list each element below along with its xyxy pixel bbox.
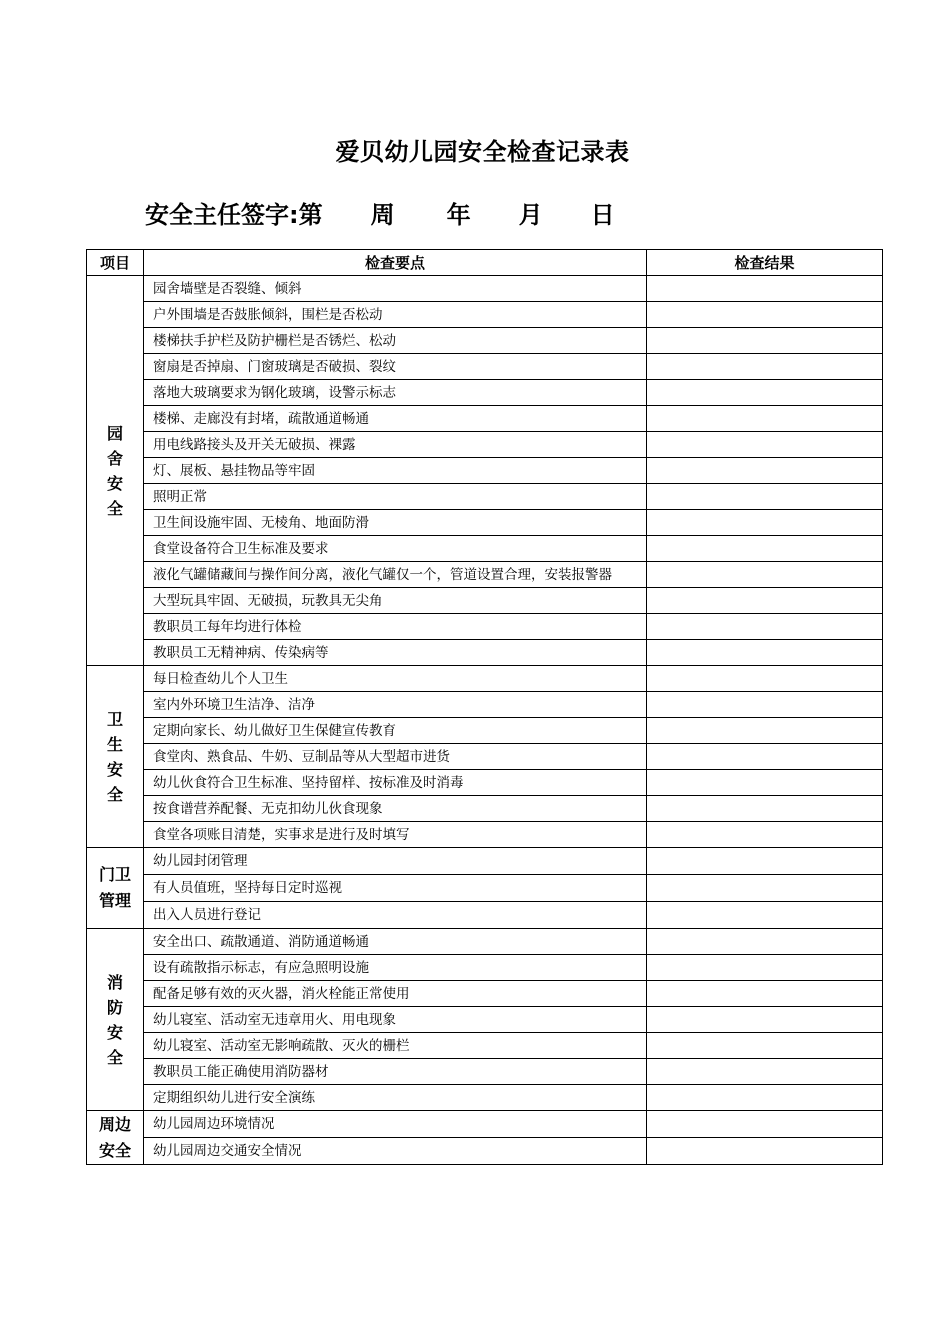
result-cell[interactable] [647, 510, 883, 536]
check-point: 每日检查幼儿个人卫生 [144, 666, 647, 692]
check-point: 幼儿园周边环境情况 [144, 1111, 647, 1138]
check-point: 楼梯扶手护栏及防护栅栏是否锈烂、松动 [144, 328, 647, 354]
table-row [87, 692, 883, 718]
category-label: 园舍安全 [106, 423, 123, 518]
category-label: 消防安全 [106, 972, 123, 1067]
table-row [87, 562, 883, 588]
year-label: 年 [446, 201, 471, 229]
header-result: 检查结果 [647, 250, 883, 276]
check-point: 食堂肉、熟食品、牛奶、豆制品等从大型超市进货 [144, 744, 647, 770]
category-cell [87, 666, 144, 848]
check-point: 灯、展板、悬挂物品等牢固 [144, 458, 647, 484]
check-point: 定期组织幼儿进行安全演练 [144, 1085, 647, 1111]
check-point: 落地大玻璃要求为钢化玻璃，设警示标志 [144, 380, 647, 406]
check-point: 出入人员进行登记 [144, 902, 647, 929]
check-point: 室内外环境卫生洁净、洁净 [144, 692, 647, 718]
result-cell[interactable] [647, 458, 883, 484]
table-row [87, 955, 883, 981]
result-cell[interactable] [647, 955, 883, 981]
table-row [87, 770, 883, 796]
result-cell[interactable] [647, 718, 883, 744]
table-row [87, 458, 883, 484]
result-cell[interactable] [647, 536, 883, 562]
category-label: 卫生安全 [106, 709, 123, 804]
table-row [87, 1059, 883, 1085]
result-cell[interactable] [647, 1033, 883, 1059]
check-point: 液化气罐储藏间与操作间分离，液化气罐仅一个，管道设置合理，安装报警器 [144, 562, 647, 588]
check-point: 园舍墙壁是否裂缝、倾斜 [144, 276, 647, 302]
result-cell[interactable] [647, 276, 883, 302]
table-row [87, 822, 883, 848]
table-row [87, 510, 883, 536]
check-point: 配备足够有效的灭火器，消火栓能正常使用 [144, 981, 647, 1007]
result-cell[interactable] [647, 484, 883, 510]
result-cell[interactable] [647, 796, 883, 822]
result-cell[interactable] [647, 588, 883, 614]
result-cell[interactable] [647, 406, 883, 432]
table-row [87, 432, 883, 458]
result-cell[interactable] [647, 432, 883, 458]
table-row [87, 588, 883, 614]
month-label: 月 [518, 201, 543, 229]
result-cell[interactable] [647, 354, 883, 380]
result-cell[interactable] [647, 770, 883, 796]
check-point: 按食谱营养配餐、无克扣幼儿伙食现象 [144, 796, 647, 822]
result-cell[interactable] [647, 614, 883, 640]
table-row [87, 1138, 883, 1165]
check-point: 教职员工无精神病、传染病等 [144, 640, 647, 666]
table-row [87, 1111, 883, 1138]
check-point: 教职员工每年均进行体检 [144, 614, 647, 640]
table-row [87, 744, 883, 770]
table-row [87, 380, 883, 406]
result-cell[interactable] [647, 1007, 883, 1033]
table-row [87, 666, 883, 692]
check-point: 幼儿伙食符合卫生标准、坚持留样、按标准及时消毒 [144, 770, 647, 796]
table-row [87, 875, 883, 902]
result-cell[interactable] [647, 1138, 883, 1165]
category-cell [87, 929, 144, 1111]
table-row [87, 276, 883, 302]
result-cell[interactable] [647, 744, 883, 770]
check-point: 幼儿寝室、活动室无违章用火、用电现象 [144, 1007, 647, 1033]
check-point: 幼儿园周边交通安全情况 [144, 1138, 647, 1165]
category-cell [87, 848, 144, 929]
result-cell[interactable] [647, 1085, 883, 1111]
table-row [87, 902, 883, 929]
result-cell[interactable] [647, 692, 883, 718]
check-point: 食堂设备符合卫生标准及要求 [144, 536, 647, 562]
check-point: 大型玩具牢固、无破损，玩教具无尖角 [144, 588, 647, 614]
table-row [87, 1033, 883, 1059]
table-row [87, 981, 883, 1007]
result-cell[interactable] [647, 380, 883, 406]
check-point: 用电线路接头及开关无破损、裸露 [144, 432, 647, 458]
result-cell[interactable] [647, 302, 883, 328]
check-point: 卫生间设施牢固、无棱角、地面防滑 [144, 510, 647, 536]
result-cell[interactable] [647, 666, 883, 692]
result-cell[interactable] [647, 981, 883, 1007]
check-point: 窗扇是否掉扇、门窗玻璃是否破损、裂纹 [144, 354, 647, 380]
table-row [87, 848, 883, 875]
result-cell[interactable] [647, 875, 883, 902]
table-row [87, 302, 883, 328]
result-cell[interactable] [647, 848, 883, 875]
table-row [87, 354, 883, 380]
category-label: 周边安全 [98, 1114, 131, 1160]
check-point: 有人员值班，坚持每日定时巡视 [144, 875, 647, 902]
check-point: 幼儿寝室、活动室无影响疏散、灭火的栅栏 [144, 1033, 647, 1059]
check-point: 设有疏散指示标志，有应急照明设施 [144, 955, 647, 981]
table-row [87, 718, 883, 744]
category-label: 门卫管理 [98, 865, 131, 910]
result-cell[interactable] [647, 562, 883, 588]
result-cell[interactable] [647, 822, 883, 848]
result-cell[interactable] [647, 640, 883, 666]
signature-line [145, 195, 615, 230]
category-cell [87, 1111, 144, 1165]
check-point: 教职员工能正确使用消防器材 [144, 1059, 647, 1085]
table-row [87, 796, 883, 822]
table-row [87, 406, 883, 432]
page-title: 爱贝幼儿园安全检查记录表 [335, 138, 630, 166]
table-row [87, 536, 883, 562]
check-point: 户外围墙是否鼓胀倾斜，围栏是否松动 [144, 302, 647, 328]
check-point: 安全出口、疏散通道、消防通道畅通 [144, 929, 647, 955]
day-label: 日 [590, 201, 615, 229]
table-body [87, 276, 883, 1165]
signature-label: 安全主任签字:第 [145, 201, 323, 229]
result-cell[interactable] [647, 1111, 883, 1138]
table-row [87, 929, 883, 955]
check-point: 幼儿园封闭管理 [144, 848, 647, 875]
result-cell[interactable] [647, 328, 883, 354]
inspection-table [86, 249, 883, 1165]
category-cell [87, 276, 144, 666]
check-point: 食堂各项账目清楚，实事求是进行及时填写 [144, 822, 647, 848]
table-row [87, 1007, 883, 1033]
table-row [87, 328, 883, 354]
check-point: 照明正常 [144, 484, 647, 510]
check-point: 定期向家长、幼儿做好卫生保健宣传教育 [144, 718, 647, 744]
result-cell[interactable] [647, 1059, 883, 1085]
table-row [87, 614, 883, 640]
header-category: 项目 [87, 250, 144, 276]
table-row [87, 640, 883, 666]
check-point: 楼梯、走廊没有封堵，疏散通道畅通 [144, 406, 647, 432]
result-cell[interactable] [647, 929, 883, 955]
table-row [87, 484, 883, 510]
result-cell[interactable] [647, 902, 883, 929]
week-label: 周 [370, 201, 395, 229]
table-header-row [87, 250, 883, 276]
header-points: 检查要点 [144, 250, 647, 276]
table-row [87, 1085, 883, 1111]
